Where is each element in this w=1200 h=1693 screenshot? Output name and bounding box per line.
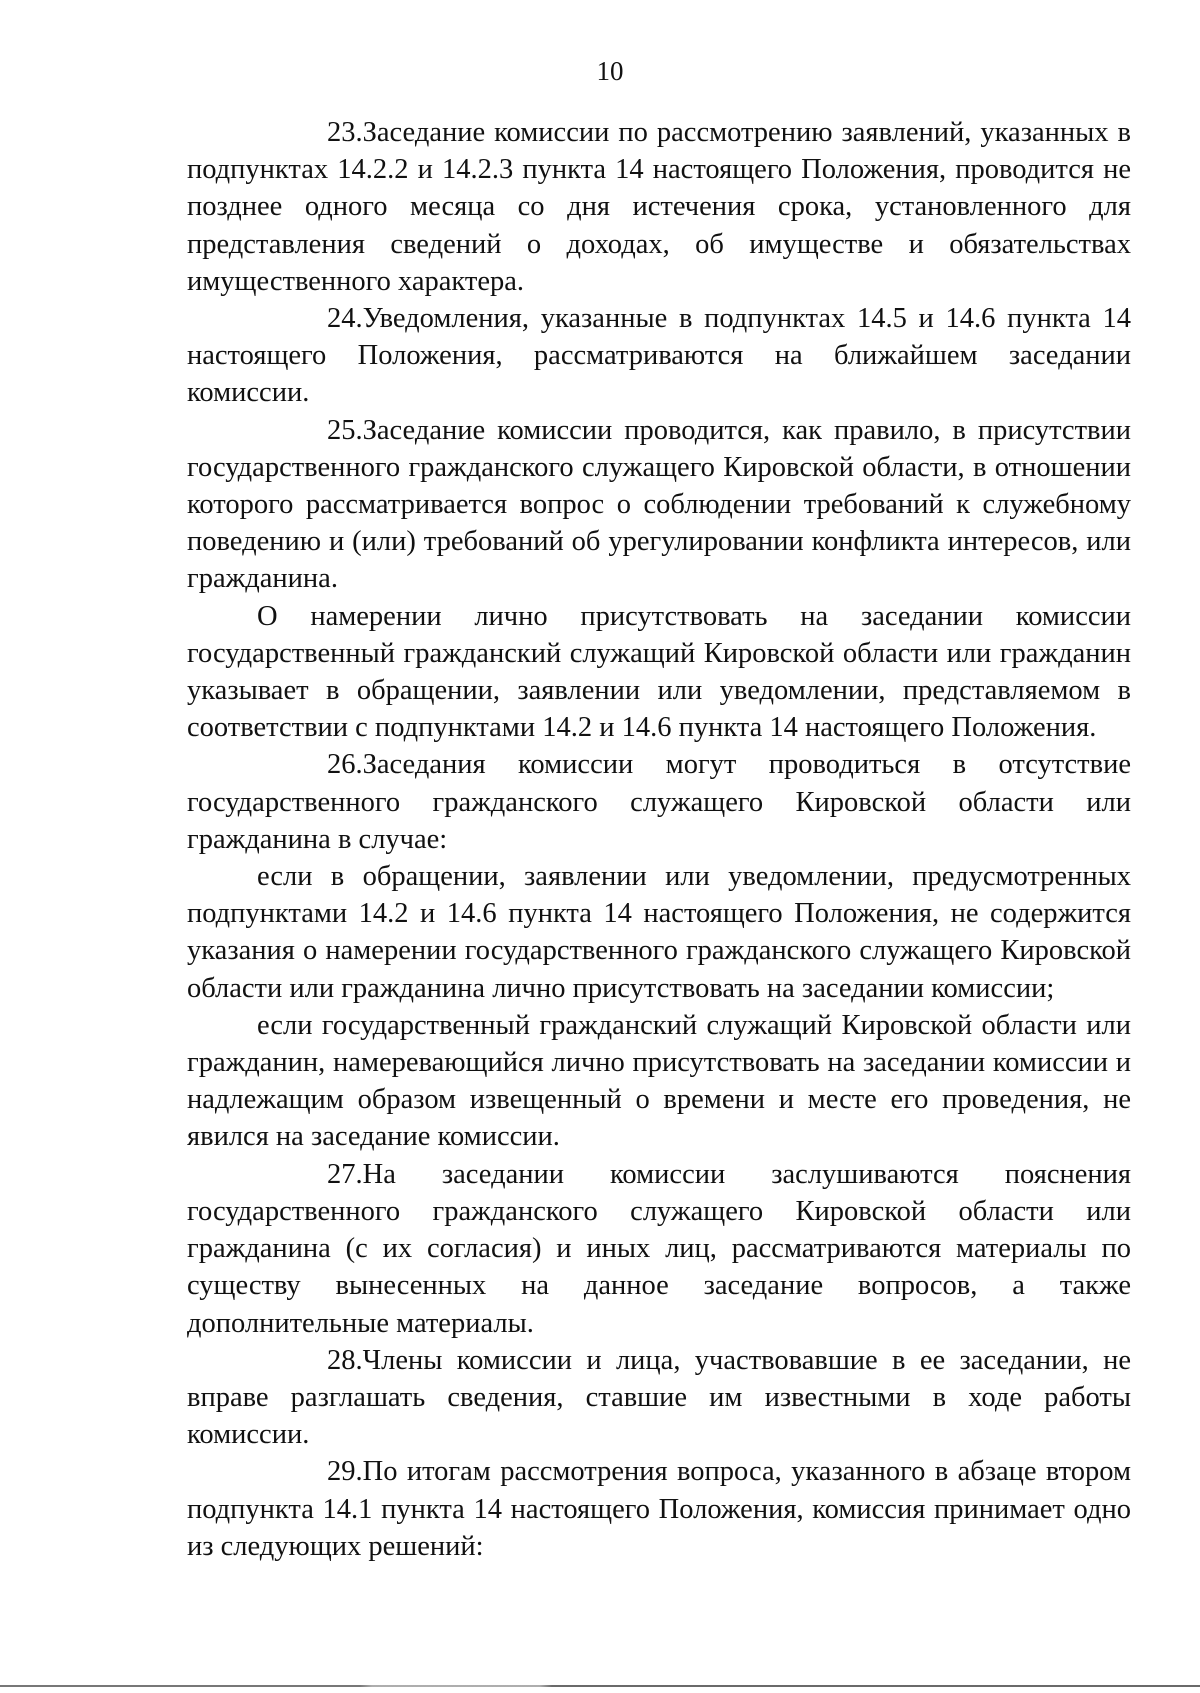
paragraph-text: Уведомления, указанные в подпунктах 14.5 и 14.6 пункта 14 настоящего Положения, рассматриваются на ближайшем заседании комиссии. xyxy=(187,303,1131,409)
paragraph-28 xyxy=(187,1342,1131,1454)
paragraph-text: По итогам рассмотрения вопроса, указанного в абзаце втором подпункта 14.1 пункта 14 настоящего Положения, комиссия принимает одно из следующих решений: xyxy=(187,1456,1131,1562)
paragraph-number: 26. xyxy=(327,749,363,781)
scan-edge-line xyxy=(0,1685,1200,1687)
paragraph-24 xyxy=(187,300,1131,412)
paragraph-number: 24. xyxy=(327,303,363,335)
paragraph-25-intention xyxy=(187,598,1131,747)
paragraph-number: 23. xyxy=(327,117,363,148)
paragraph-number: 27. xyxy=(327,1158,363,1190)
paragraph-27 xyxy=(187,1156,1131,1342)
paragraph-text: Заседание комиссии по рассмотрению заявлений, указанных в подпунктах 14.2.2 и 14.2.3 пункта 14 настоящего Положения, проводится не позднее одного месяца со дня истечения срока, установленного для представления сведений о доходах, об имуществе и обязательствах имущественного характера. xyxy=(187,117,1131,297)
paragraph-text: Заседания комиссии могут проводиться в отсутствие государственного гражданского служащего Кировской области или гражданина в случае: xyxy=(187,749,1131,855)
paragraph-29 xyxy=(187,1453,1131,1565)
paragraph-text: О намерении лично присутствовать на заседании комиссии государственный гражданский служащий Кировской области или гражданин указывает в обращении, заявлении или уведомлении, представляемом в соответствии с подпунктами 14.2 и 14.6 пункта 14 настоящего Положения. xyxy=(187,600,1131,744)
document-body xyxy=(187,114,1131,1565)
page-number: 10 xyxy=(596,56,624,86)
paragraph-text: Заседание комиссии проводится, как правило, в присутствии государственного гражданского служащего Кировской области, в отношении которого рассматривается вопрос о соблюдении требований к служебному поведению и (или) требований об урегулировании конфликта интересов, или гражданина. xyxy=(187,414,1131,595)
paragraph-25 xyxy=(187,412,1131,598)
paragraph-text: если государственный гражданский служащий Кировской области или гражданин, намеревающийся лично присутствовать на заседании комиссии и надлежащим образом извещенный о времени и месте его проведения, не явился на заседание комиссии. xyxy=(187,1009,1131,1153)
paragraph-text: если в обращении, заявлении или уведомлении, предусмотренных подпунктами 14.2 и 14.6 пункта 14 настоящего Положения, не содержится указания о намерении государственного гражданского служащего Кировской области или гражданина лично присутствовать на заседании комиссии; xyxy=(187,861,1131,1004)
paragraph-number: 29. xyxy=(327,1456,363,1488)
paragraph-text: Члены комиссии и лица, участвовавшие в ее заседании, не вправе разглашать сведения, ставшие им известными в ходе работы комиссии. xyxy=(187,1344,1131,1451)
paragraph-26 xyxy=(187,746,1131,858)
paragraph-26-case-1 xyxy=(187,858,1131,1007)
paragraph-23 xyxy=(187,114,1131,300)
paragraph-text: На заседании комиссии заслушиваются пояснения государственного гражданского служащего Кировской области или гражданина (с их согласия) и иных лиц, рассматриваются материалы по существу вынесенных на данное заседание вопросов, а также дополнительные материалы. xyxy=(187,1158,1131,1339)
paragraph-number: 28. xyxy=(327,1344,363,1376)
paragraph-number: 25. xyxy=(327,414,363,446)
paragraph-26-case-2 xyxy=(187,1007,1131,1156)
